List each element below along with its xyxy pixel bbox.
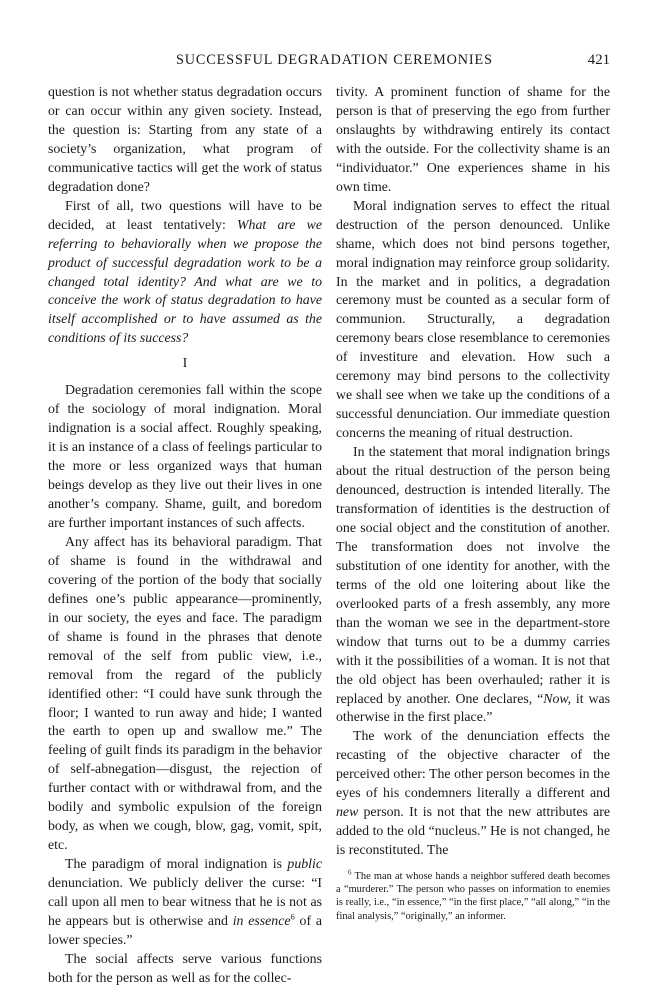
- paragraph: [48, 197, 322, 349]
- left-column: [48, 83, 322, 988]
- footnote-paragraph: [336, 870, 610, 923]
- paragraph-lead: First of all, two questions will have to be decided, at least tentatively:: [48, 197, 322, 232]
- emphasis: Now,: [543, 690, 572, 706]
- paragraph: [336, 727, 610, 860]
- running-header: [48, 52, 610, 74]
- text-run: The paradigm of moral indignation is: [65, 856, 288, 872]
- footnote-number: 6: [348, 868, 352, 877]
- text-run: it was otherwise in the first place.”: [336, 690, 610, 725]
- footnote-reference[interactable]: 6: [290, 911, 295, 922]
- paragraph: Moral indignation serves to effect the ritual destruction of the person denounced. Unlike shame, which does not bind persons together, moral indignation may reinforce group solidarity. In the market and in politics, a degradation ceremony must be counted as a secular form of communion. Structurally, a degradation ceremony bears close resemblance to ceremonies of investiture and elevation. How such a ceremony may bind persons to the collectivity we shall see when we take up the conditions of a successful denunciation. Our immediate question concerns the meaning of ritual destruction.: [336, 197, 610, 441]
- page-number: 421: [587, 52, 610, 68]
- emphasis: in essence: [232, 912, 291, 928]
- text-run: In the statement that moral indignation brings about the ritual destruction of the person being denounced, destruction is intended literally. The transformation of identities is the destruction of one social object and the constitution of another. The transformation does not involve the substitution of one identity for another, with the terms of the old one loitering about like the overlooked parts of a fresh assembly, any more than the woman we see in the department-store window that turns out to be a dummy carries with it the possibilities of a woman. It is not that the old object has been overhauled; rather it is replaced by another. One declares, “: [336, 444, 610, 706]
- paragraph: Any affect has its behavioral paradigm. That of shame is found in the withdrawal and covering of the portion of the body that socially defines one’s public appearance—prominently, in our society, the eyes and face. The paradigm of shame is found in the phrases that denote removal of the self from public view, i.e., removal from the regard of the publicly identified other: “I could have sunk through the floor; I wanted to run away and hide; I wanted the earth to open up and swallow me.” The feeling of guilt finds its paradigm in the behavior of self-abnegation—disgust, the rejection of further contact with or withdrawal from, and the bodily and symbolic expulsion of the foreign body, as when we cough, blow, gag, vomit, spit, etc.: [48, 533, 322, 853]
- text-run: person. It is not that the new attributes are added to the old “nucleus.” He is not changed, he is reconstituted. The: [336, 804, 610, 858]
- paragraph: tivity. A prominent function of shame for the person is that of preserving the ego from further onslaughts by withdrawing entirely its contact with the outside. For the collectivity shame is an “individuator.” One experiences shame in his own time.: [336, 84, 610, 194]
- footnote: [336, 870, 610, 923]
- text-run: of a lower species.”: [48, 912, 322, 947]
- text-run: The work of the denunciation effects the recasting of the objective character of the perceived other: The other person becomes in the eyes of his condemners literally a different and: [336, 728, 610, 801]
- footnote-text: The man at whose hands a neighbor suffered death becomes a “murderer.” The person who passes on information to enemies is really, i.e., “in essence,” “in the first place,” “all along,” “in the final analysis,” “originally,” an informer.: [336, 871, 610, 922]
- paragraph: [336, 443, 610, 727]
- paragraph: Degradation ceremonies fall within the scope of the sociology of moral indignation. Moral indignation is a social affect. Roughly speaking, it is an instance of a class of feelings particular to the more or less organized ways that human beings develop as they live out their lives in one another’s company. Shame, guilt, and boredom are further important instances of such affects.: [48, 382, 322, 530]
- paragraph: [48, 855, 322, 950]
- text-run: denunciation. We publicly deliver the curse: “I call upon all men to bear witness that he is not as he appears but is otherwise and: [48, 875, 322, 928]
- paragraph: The social affects serve various functions both for the person as well as for the collec-: [48, 950, 322, 985]
- running-title: SUCCESSFUL DEGRADATION CEREMONIES: [176, 52, 493, 68]
- emphasis: new: [336, 804, 359, 820]
- section-numeral: I: [182, 356, 188, 372]
- paragraph: question is not whether status degradation occurs or can occur within any given society. Instead, the question is: Starting from any state of a society’s organization, what program of communicative tactics will get the work of status degradation done?: [48, 84, 322, 194]
- emphasis: public: [287, 856, 322, 872]
- italic-questions: What are we referring to behaviorally when we propose the product of successful degradation work to be a changed total identity? And what are we to conceive the work of status degradation to have itself accomplished or to have assumed as the conditions of its success?: [48, 216, 322, 346]
- right-column: [336, 83, 610, 923]
